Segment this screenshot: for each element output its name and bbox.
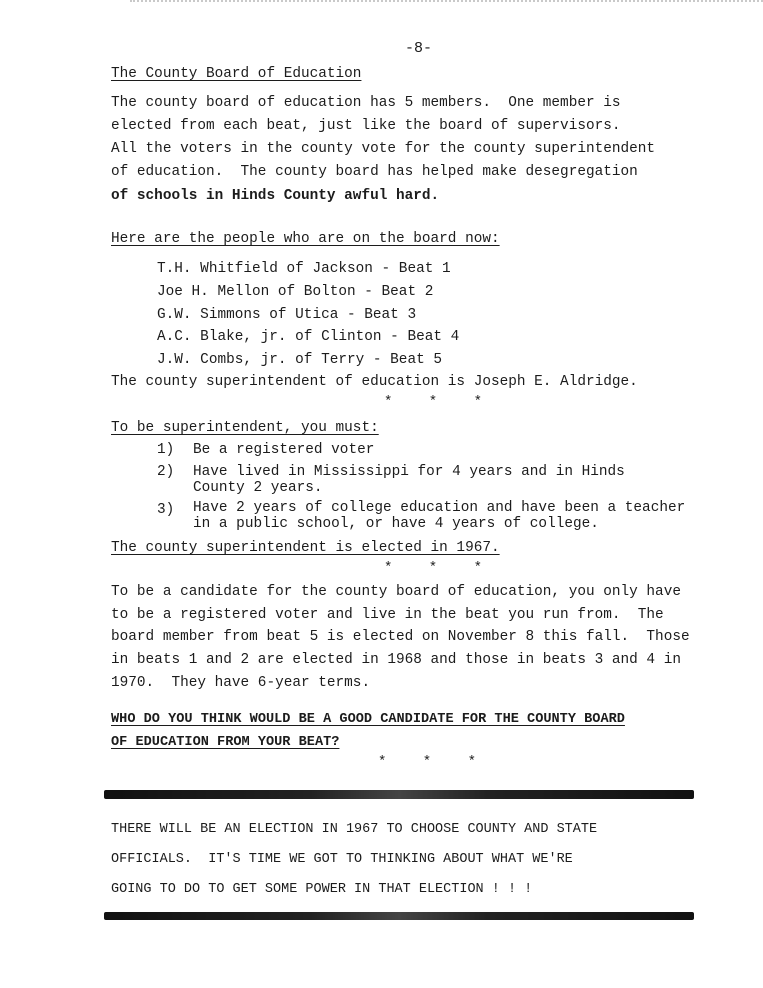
election-line: OFFICIALS. IT'S TIME WE GOT TO THINKING ABOUT WHAT WE'RE bbox=[111, 852, 573, 867]
separator-stars: * * * bbox=[384, 560, 497, 576]
board-member: G.W. Simmons of Utica - Beat 3 bbox=[157, 307, 417, 323]
requirement-text: Have 2 years of college education and have been a teacher bbox=[193, 500, 686, 516]
candidate-line: 1970. They have 6-year terms. bbox=[111, 675, 371, 691]
superintendent-line: The county superintendent of education is Joseph E. Aldridge. bbox=[111, 374, 638, 390]
requirement-text: County 2 years. bbox=[193, 480, 323, 496]
candidate-line: in beats 1 and 2 are elected in 1968 and those in beats 3 and 4 in bbox=[111, 652, 681, 668]
board-member: A.C. Blake, jr. of Clinton - Beat 4 bbox=[157, 329, 460, 345]
requirement-number: 2) bbox=[157, 464, 175, 480]
requirement-number: 1) bbox=[157, 442, 175, 458]
requirements-heading: To be superintendent, you must: bbox=[111, 420, 379, 436]
question-line: OF EDUCATION FROM YOUR BEAT? bbox=[111, 735, 340, 750]
intro-line: All the voters in the county vote for the county superintendent bbox=[111, 141, 656, 157]
intro-line: elected from each beat, just like the board of supervisors. bbox=[111, 118, 621, 134]
election-line: GOING TO DO TO GET SOME POWER IN THAT ELECTION ! ! ! bbox=[111, 882, 533, 897]
candidate-line: To be a candidate for the county board of education, you only have bbox=[111, 584, 681, 600]
requirement-text: Be a registered voter bbox=[193, 442, 375, 458]
intro-line: of education. The county board has helped make desegregation bbox=[111, 164, 638, 180]
board-member: Joe H. Mellon of Bolton - Beat 2 bbox=[157, 284, 434, 300]
board-heading: Here are the people who are on the board now: bbox=[111, 231, 500, 247]
requirement-text: Have lived in Mississippi for 4 years and in Hinds bbox=[193, 464, 625, 480]
requirement-text: in a public school, or have 4 years of college. bbox=[193, 516, 599, 532]
section-heading: The County Board of Education bbox=[111, 66, 362, 82]
requirement-number: 3) bbox=[157, 502, 175, 518]
intro-line: The county board of education has 5 members. One member is bbox=[111, 95, 621, 111]
divider-bar bbox=[104, 912, 694, 920]
candidate-line: board member from beat 5 is elected on November 8 this fall. Those bbox=[111, 629, 690, 645]
election-line: THERE WILL BE AN ELECTION IN 1967 TO CHOOSE COUNTY AND STATE bbox=[111, 822, 598, 837]
question-line: WHO DO YOU THINK WOULD BE A GOOD CANDIDATE FOR THE COUNTY BOARD bbox=[111, 712, 625, 727]
page-number: -8- bbox=[405, 40, 433, 57]
elected-line: The county superintendent is elected in 1967. bbox=[111, 540, 500, 556]
divider-bar bbox=[104, 790, 694, 799]
board-member: T.H. Whitfield of Jackson - Beat 1 bbox=[157, 261, 451, 277]
separator-stars: * * * bbox=[378, 754, 491, 770]
intro-line: of schools in Hinds County awful hard. bbox=[111, 188, 440, 204]
separator-stars: * * * bbox=[384, 394, 497, 410]
top-dotted-edge bbox=[130, 0, 763, 6]
board-member: J.W. Combs, jr. of Terry - Beat 5 bbox=[157, 352, 442, 368]
candidate-line: to be a registered voter and live in the beat you run from. The bbox=[111, 607, 664, 623]
